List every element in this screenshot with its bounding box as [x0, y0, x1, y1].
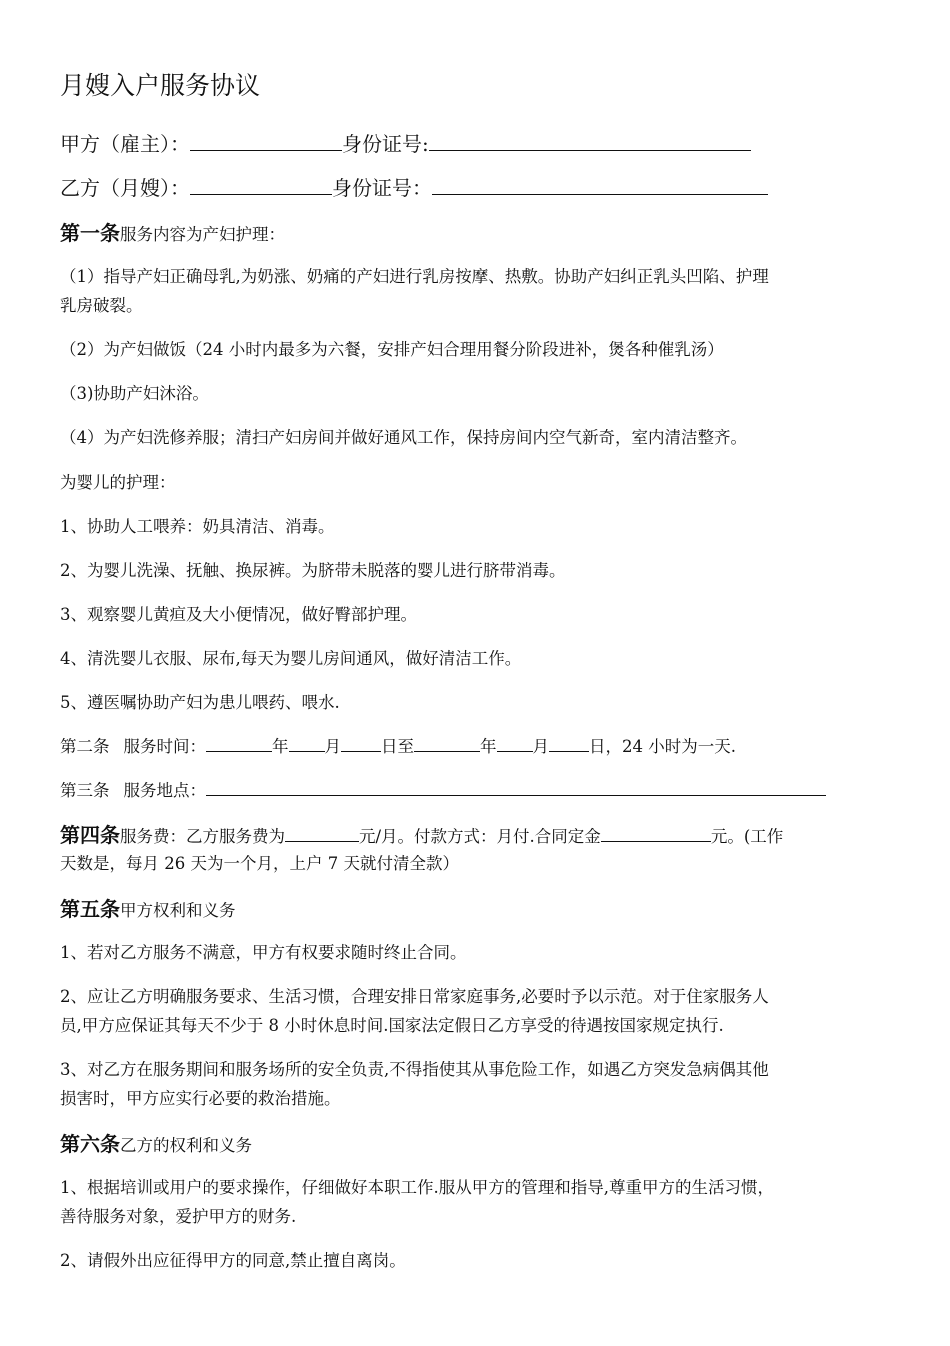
start-year-blank[interactable] [206, 736, 272, 752]
year-label: 年 [480, 737, 497, 756]
party-a-id-blank[interactable] [429, 132, 751, 151]
article6-clause: 1、根据培训或用户的要求操作，仔细做好本职工作.服从甲方的管理和指导,尊重甲方的生活习惯， [60, 1178, 774, 1197]
article1-intro: 服务内容为产妇护理： [120, 225, 285, 244]
article5-heading-line [60, 894, 892, 926]
article5-clause: 损害时，甲方应实行必要的救治措施。 [60, 1089, 341, 1108]
party-a-label: 甲方（雇主）： [60, 132, 190, 156]
article6-intro: 乙方的权利和义务 [120, 1136, 252, 1155]
article3-line [60, 776, 892, 806]
document-title: 月嫂入户服务协议 [60, 71, 261, 100]
article2-heading: 第二条 [60, 737, 110, 756]
baby-care-intro: 为婴儿的护理： [60, 473, 176, 492]
start-day-blank[interactable] [341, 736, 381, 752]
article6-heading-line [60, 1129, 892, 1161]
party-b-id-label: 身份证号： [332, 176, 432, 200]
article1-heading-line [60, 218, 892, 250]
article2-label: 服务时间： [123, 737, 206, 756]
article6-heading: 第六条 [60, 1132, 120, 1156]
article3-heading: 第三条 [60, 781, 110, 800]
article5-heading: 第五条 [60, 897, 120, 921]
party-a-line [60, 128, 892, 157]
day-to-label: 日至 [381, 737, 414, 756]
article1-heading: 第一条 [60, 221, 120, 245]
day-end-label: 日，24 小时为一天. [589, 737, 736, 756]
article5-clause: 1、若对乙方服务不满意，甲方有权要求随时终止合同。 [60, 943, 467, 962]
article4-heading: 第四条 [60, 823, 120, 847]
party-a-id-label: 身份证号: [342, 132, 429, 156]
end-day-blank[interactable] [549, 736, 589, 752]
start-month-blank[interactable] [289, 736, 325, 752]
service-address-blank[interactable] [206, 780, 826, 796]
baby-care-item: 3、观察婴儿黄疸及大小便情况，做好臀部护理。 [60, 605, 417, 624]
party-a-name-blank[interactable] [190, 132, 342, 151]
end-year-blank[interactable] [414, 736, 480, 752]
deposit-blank[interactable] [601, 826, 711, 842]
article6-clause: 善待服务对象，爱护甲方的财务. [60, 1207, 297, 1226]
article2-line [60, 732, 892, 762]
year-label: 年 [272, 737, 289, 756]
article1-item: 乳房破裂。 [60, 296, 143, 315]
article5-intro: 甲方权利和义务 [120, 901, 236, 920]
article5-clause: 3、对乙方在服务期间和服务场所的安全负责,不得指使其从事危险工作，如遇乙方突发急病偶其他 [60, 1060, 769, 1079]
baby-care-item: 1、协助人工喂养：奶具清洁、消毒。 [60, 517, 335, 536]
article1-item: （2）为产妇做饭（24 小时内最多为六餐，安排产妇合理用餐分阶段进补，煲各种催乳汤） [60, 340, 724, 359]
baby-care-item: 2、为婴儿洗澡、抚触、换尿裤。为脐带未脱落的婴儿进行脐带消毒。 [60, 561, 566, 580]
month-label: 月 [532, 737, 549, 756]
month-label: 月 [324, 737, 341, 756]
article1-item: （1）指导产妇正确母乳,为奶涨、奶痛的产妇进行乳房按摩、热敷。协助产妇纠正乳头凹陷、护理 [60, 267, 769, 286]
article4-payment-label: 元/月。付款方式：月付.合同定金 [359, 827, 601, 846]
baby-care-item: 5、遵医嘱协助产妇为患儿喂药、喂水. [60, 693, 340, 712]
article1-item: （3)协助产妇沐浴。 [60, 384, 209, 403]
party-b-name-blank[interactable] [190, 176, 332, 195]
end-month-blank[interactable] [497, 736, 533, 752]
article5-clause: 员,甲方应保证其每天不少于 8 小时休息时间.国家法定假日乙方享受的待遇按国家规定执行. [60, 1016, 724, 1035]
article4-tail: 元。(工作 [710, 827, 784, 846]
article4-line [60, 820, 892, 852]
article3-label: 服务地点： [123, 781, 206, 800]
article1-item: （4）为产妇洗修养服；清扫产妇房间并做好通风工作，保持房间内空气新奇，室内清洁整齐。 [60, 428, 747, 447]
baby-care-item: 4、清洗婴儿衣服、尿布,每天为婴儿房间通风，做好清洁工作。 [60, 649, 522, 668]
party-b-line [60, 172, 892, 201]
article4-fee-label: 服务费：乙方服务费为 [120, 827, 285, 846]
monthly-fee-blank[interactable] [285, 826, 359, 842]
party-b-label: 乙方（月嫂）： [60, 176, 190, 200]
party-b-id-blank[interactable] [432, 176, 768, 195]
article5-clause: 2、应让乙方明确服务要求、生活习惯，合理安排日常家庭事务,必要时予以示范。对于住家服务人 [60, 987, 769, 1006]
article4-line2: 天数是，每月 26 天为一个月，上户 7 天就付清全款） [60, 854, 459, 873]
article6-clause: 2、请假外出应征得甲方的同意,禁止擅自离岗。 [60, 1251, 406, 1270]
